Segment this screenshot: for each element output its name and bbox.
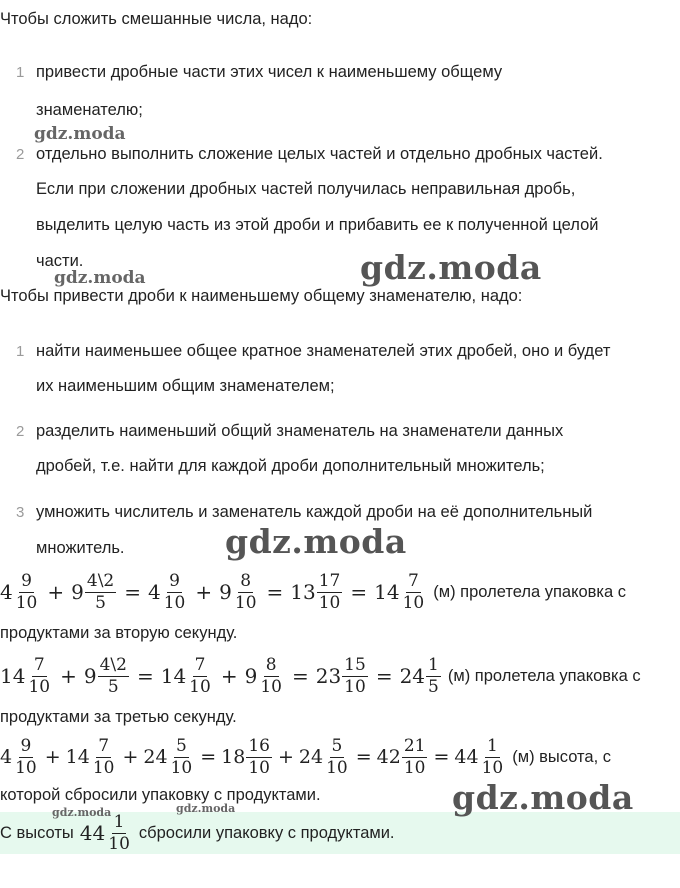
whole-part: 9 <box>244 664 258 688</box>
fraction: $\frac{4\backslash 2}{5}$ <box>99 654 127 697</box>
fraction: $\frac{9}{10}$ <box>15 735 37 778</box>
equation-2-continuation: продуктами за третью секунду. <box>0 708 237 726</box>
list-item-text: отдельно выполнить сложение целых частей и отдельно дробных частей. <box>36 145 603 163</box>
fraction: $\frac{5}{10}$ <box>170 735 193 778</box>
fraction: $\frac{15}{10}$ <box>344 654 366 697</box>
section1-intro: Чтобы сложить смешанные числа, надо: <box>0 10 313 28</box>
whole-part: 9 <box>71 580 84 604</box>
equation-3: 4 $\frac{9}{10}$ + 14 $\frac{7}{10}$ + 24 $\frac{5}{10}$ = 18 $\frac{16}{10}$ + 24 $\frac{5}{10}$ = 42 $\frac{21}{10}$ = 44 $\frac{1}{10}$ (м) высота, с <box>0 735 611 778</box>
list-item-text: множитель. <box>36 539 125 557</box>
fraction: $\frac{8}{10}$ <box>260 654 282 697</box>
fraction: $\frac{5}{10}$ <box>326 735 348 778</box>
list-item-text: части. <box>36 252 84 270</box>
fraction: $\frac{21}{10}$ <box>403 735 426 778</box>
whole-part: 14 <box>374 580 400 604</box>
fraction: $\frac{4\backslash 2}{5}$ <box>86 570 115 613</box>
list-item-text: умножить числитель и заменатель каждой дроби на её дополнительный <box>36 503 593 521</box>
whole-part: 9 <box>219 580 232 604</box>
whole-part: 14 <box>65 746 90 768</box>
list-item-text: знаменателю; <box>36 101 143 119</box>
fraction: $\frac{7}{10}$ <box>189 654 211 697</box>
whole-part: 9 <box>83 664 97 688</box>
equation-text: (м) пролетела упаковка с <box>433 582 627 601</box>
whole-part: 24 <box>298 746 324 768</box>
whole-part: 4 <box>0 580 13 604</box>
fraction: $\frac{7}{10}$ <box>28 654 51 697</box>
list-number: 2 <box>16 423 25 440</box>
equation-1-continuation: продуктами за вторую секунду. <box>0 624 238 642</box>
fraction: $\frac{1}{5}$ <box>428 654 439 697</box>
list-item-text: дробей, т.е. найти для каждой дроби дополнительный множитель; <box>36 457 545 475</box>
watermark: gdz.moda <box>52 806 112 819</box>
whole-part: 42 <box>376 746 401 768</box>
list-item-text: найти наименьшее общее кратное знаменателей этих дробей, оно и будет <box>36 342 611 360</box>
equation-text: (м) высота, с <box>512 747 611 766</box>
whole-part: 18 <box>221 746 246 768</box>
whole-part: 13 <box>290 580 316 604</box>
watermark: gdz.moda <box>225 522 407 561</box>
answer-text-post: сбросили упаковку с продуктами. <box>138 823 395 842</box>
list-item-text: привести дробные части этих чисел к наименьшему общему <box>36 63 503 81</box>
equation-2: 14 $\frac{7}{10}$ + 9 $\frac{4\backslash 2}{5}$ = 14 $\frac{7}{10}$ + 9 $\frac{8}{10}$ = 23 $\frac{15}{10}$ = 24 $\frac{1}{5}$ (м) пролетела упаковка с <box>0 654 641 697</box>
answer-text-pre: С высоты <box>0 823 74 842</box>
watermark: gdz.moda <box>360 248 542 287</box>
fraction: $\frac{1}{10}$ <box>108 811 130 854</box>
list-item-text: Если при сложении дробных частей получилась неправильная дробь, <box>36 180 576 198</box>
list-number: 1 <box>16 343 25 360</box>
whole-part: 4 <box>148 580 161 604</box>
list-item-text: выделить целую часть из этой дроби и прибавить ее к полученной целой <box>36 216 599 234</box>
watermark: gdz.moda <box>176 802 236 815</box>
fraction: $\frac{9}{10}$ <box>163 570 186 613</box>
list-number: 1 <box>16 64 25 81</box>
equation-1: 4 $\frac{9}{10}$ + 9 $\frac{4\backslash 2}{5}$ = 4 $\frac{9}{10}$ + 9 $\frac{8}{10}$ = 13 $\frac{17}{10}$ = 14 $\frac{7}{10}$ (м) пролетела упаковка с <box>0 570 627 613</box>
whole-part: 14 <box>0 664 26 688</box>
fraction: $\frac{16}{10}$ <box>248 735 270 778</box>
fraction: $\frac{9}{10}$ <box>15 570 38 613</box>
equation-text: (м) пролетела упаковка с <box>447 666 641 685</box>
equation-3-continuation: которой сбросили упаковку с продуктами. <box>0 786 321 804</box>
list-item-text: разделить наименьший общий знаменатель на знаменатели данных <box>36 422 564 440</box>
whole-part: 23 <box>315 664 342 688</box>
fraction: $\frac{1}{10}$ <box>481 735 504 778</box>
watermark: gdz.moda <box>452 778 634 817</box>
whole-part: 44 <box>79 821 106 845</box>
list-number: 2 <box>16 146 25 163</box>
whole-part: 14 <box>160 664 187 688</box>
whole-part: 44 <box>454 746 479 768</box>
fraction: $\frac{8}{10}$ <box>234 570 257 613</box>
whole-part: 24 <box>399 664 426 688</box>
fraction: $\frac{7}{10}$ <box>92 735 115 778</box>
whole-part: 24 <box>143 746 168 768</box>
list-number: 3 <box>16 504 25 521</box>
fraction: $\frac{17}{10}$ <box>318 570 341 613</box>
fraction: $\frac{7}{10}$ <box>402 570 425 613</box>
list-item-text: их наименьшим общим знаменателем; <box>36 377 335 395</box>
watermark: gdz.moda <box>34 124 126 144</box>
watermark: gdz.moda <box>54 268 146 288</box>
whole-part: 4 <box>0 746 13 768</box>
section2-intro: Чтобы привести дроби к наименьшему общему знаменателю, надо: <box>0 287 523 305</box>
